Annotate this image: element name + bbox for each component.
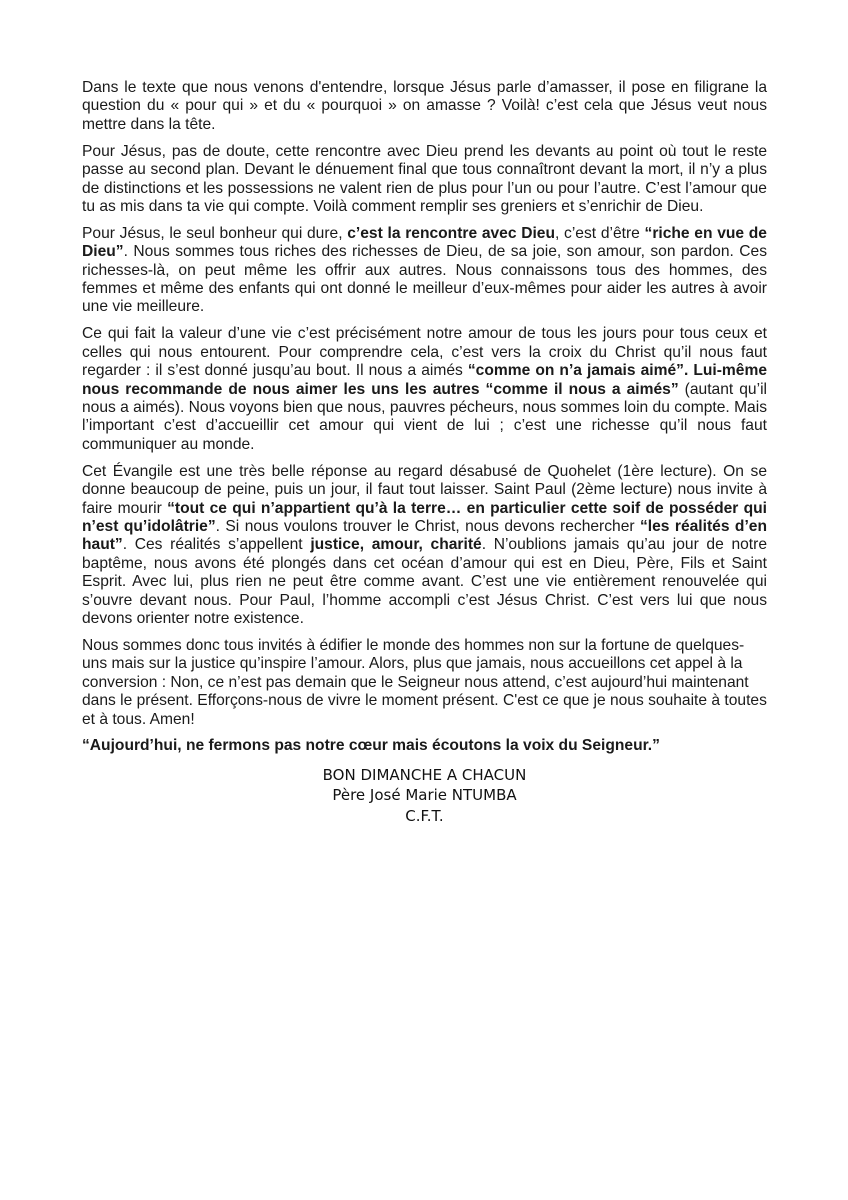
paragraph-text: (autant qu’il nous a aimés). Nous voyons bien que nous, pauvres pécheurs, nous sommes loin du compte. Mais l’important c’est d’accueillir cet amour qui vient de lui ; c’est une richesse qu’il nous faut communiquer au monde. <box>82 380 768 453</box>
paragraph <box>82 637 767 729</box>
paragraph-text: Ce qui fait la valeur d’une vie c’est précisément notre amour de tous les jours pour tous ceux et celles qui nous entourent. Pour comprendre cela, c’est vers la croix du Christ qu’il nous faut regarder : il s’est donné jusqu’au bout. Il nous a aimés <box>82 325 767 380</box>
emphasized-text: c’est la rencontre avec Dieu <box>347 224 556 242</box>
congregation-abbrev: C.F.T. <box>405 806 444 825</box>
paragraph <box>82 79 767 134</box>
greeting-line: BON DIMANCHE A CHACUN <box>322 765 527 784</box>
paragraph-text: Pour Jésus, pas de doute, cette rencontre avec Dieu prend les devants au point où tout le reste passe au second plan. Devant le dénuement final que tous connaîtront devant la mort, il n’y a plus de distinctions et les possessions ne valent rien de plus pour l’un ou pour l’autre. C’est l’amour que tu as mis dans ta vie qui compte. Voilà comment remplir ses greniers et s’enrichir de Dieu. <box>82 142 767 215</box>
paragraph-text: Nous sommes donc tous invités à édifier le monde des hommes non sur la fortune de quelques-uns mais sur la justice qu’inspire l’amour. Alors, plus que jamais, nous accueillons cet appel à la conversion : Non, ce n’est pas demain que le Seigneur nous attend, c’est aujourd’hui maintenant dans le présent. Efforçons-nous de vivre le moment présent. C'est ce que je nous souhaite à toutes et à tous. Amen! <box>82 636 767 728</box>
emphasized-text: justice, amour, charité <box>310 536 482 554</box>
signature-block <box>82 765 767 827</box>
emphasized-text: “riche en vue de Dieu” <box>82 224 767 261</box>
document-page <box>82 79 767 826</box>
paragraph <box>82 225 767 317</box>
emphasized-text: “tout ce qui n’appartient qu’à la terre… en particulier cette soif de posséder qui n’est qu’idolâtrie” <box>82 499 768 535</box>
emphasized-text: “les réalités d’en haut” <box>82 517 767 554</box>
paragraph-text: . Si nous voulons trouver le Christ, nous devons rechercher <box>215 517 640 535</box>
paragraph-text: . Nous sommes tous riches des richesses de Dieu, de sa joie, son amour, son pardon. Ces richesses-là, on peut même les offrir aux autres. Nous connaissons tous des hommes, des femmes et même des enfants qui ont donné le meilleur d’eux-mêmes pour aider les autres à avoir une vie meilleure. <box>82 243 767 316</box>
paragraph-text: Cet Évangile est une très belle réponse au regard désabusé de Quohelet (1ère lecture). On se donne beaucoup de peine, puis un jour, il faut tout laisser. Saint Paul (2ème lecture) nous invite à faire mourir <box>82 462 767 517</box>
closing-quote: “Aujourd’hui, ne fermons pas notre cœur mais écoutons la voix du Seigneur.” <box>82 737 660 755</box>
author-name: Père José Marie NTUMBA <box>332 786 517 805</box>
paragraph <box>82 325 767 454</box>
paragraph <box>82 143 767 217</box>
paragraph-text: , c’est d’être <box>555 224 645 242</box>
paragraph-text: Pour Jésus, le seul bonheur qui dure, <box>82 224 348 242</box>
paragraph-text: Dans le texte que nous venons d'entendre, lorsque Jésus parle d’amasser, il pose en filigrane la question du « pour qui » et du « pourquoi » on amasse ? Voilà! c’est cela que Jésus veut nous mettre dans la tête. <box>82 79 767 133</box>
emphasized-text: “comme on n’a jamais aimé”. Lui-même nous recommande de nous aimer les uns les autres “comme il nous a aimés” <box>82 362 767 398</box>
paragraph-text: . Ces réalités s’appellent <box>122 536 311 554</box>
paragraph <box>82 463 767 629</box>
paragraph-text: . N’oublions jamais qu’au jour de notre baptême, nous avons été plongés dans cet océan d’amour qui est en Dieu, Père, Fils et Saint Esprit. Avec lui, plus rien ne peut être comme avant. C’est une vie entièrement renouvelée qui s’ouvre devant nous. Pour Paul, l’homme accompli c’est Jésus Christ. C’est vers lui que nous devons orienter notre existence. <box>82 536 767 627</box>
homily-body <box>82 79 767 729</box>
